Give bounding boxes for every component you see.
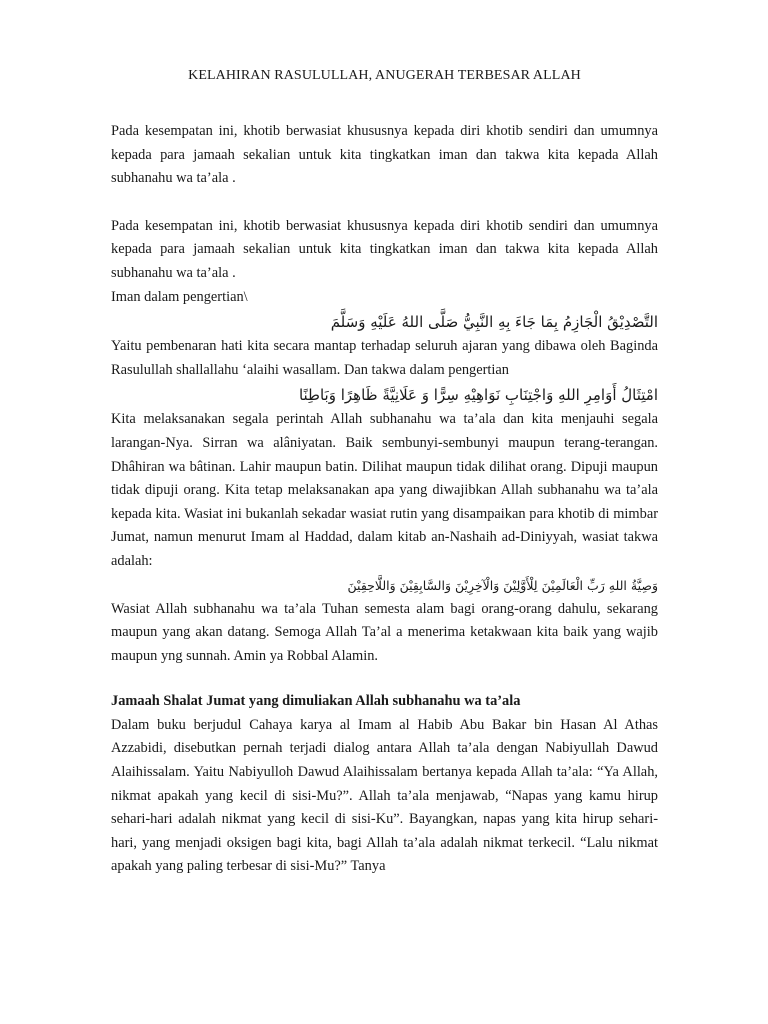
arabic-iman-definition: التَّصْدِيْقُ الْجَازِمُ بِمَا جَاءَ بِهِ النَّبِيُّ صَلَّى اللهُ عَلَيْهِ وَسَلَّمَ xyxy=(330,313,658,332)
arabic-takwa-definition: امْتِثَالُ أَوَامِرِ اللهِ وَاجْتِنَابِ نَوَاهِيْهِ سِرًّا وَ عَلَانِيَّةً ظَاهِرًا وَبَاطِنًا xyxy=(298,386,658,405)
paragraph-5: Wasiat Allah subhanahu wa ta’ala Tuhan semesta alam bagi orang-orang dahulu, sekarang maupun yang akan datang. Semoga Allah Ta’al a menerima ketakwaan kita baik yang wajib maupun yng sunnah. Amin ya Robbal Alamin. xyxy=(111,600,658,664)
document-title: KELAHIRAN RASULULLAH, ANUGERAH TERBESAR ALLAH xyxy=(188,68,581,83)
paragraph-6: Dalam buku berjudul Cahaya karya al Imam al Habib Abu Bakar bin Hasan Al Athas Azzabidi, disebutkan pernah terjadi dialog antara Allah ta’ala dengan Nabiyullah Dawud Alaihissalam. Yaitu Nabiyulloh Dawud Alaihissalam bertanya kepada Allah ta’ala: “Ya Allah, nikmat apakah yang kecil di sisi-Mu?”. Allah ta’ala menjawab, “Napas yang kamu hirup sehari-hari adalah nikmat yang kecil di sisi-Ku”. Bayangkan, napas yang kita hirup sehari-hari, yang menjadi oksigen bagi kita, bagi Allah ta’ala adalah nikmat terkecil. “Lalu nikmat apakah yang paling terbesar di sisi-Mu?” Tanya xyxy=(111,716,658,875)
section-heading: Jamaah Shalat Jumat yang dimuliakan Allah subhanahu wa ta’ala xyxy=(111,693,521,710)
paragraph-1: Pada kesempatan ini, khotib berwasiat khususnya kepada diri khotib sendiri dan umumnya kepada para jamaah sekalian untuk kita tingkatkan iman dan takwa kita kepada Allah subhanahu wa ta’ala . xyxy=(111,123,658,187)
iman-intro: Iman dalam pengertian\ xyxy=(111,288,248,305)
arabic-wasiat: وَصِيَّةُ اللهِ رَبِّ الْعَالَمِيْنَ لِلْأَوَّلِيْنَ وَالْآخِرِيْنَ وَالسَّابِقِيْنَ وَاللَّاحِقِيْنَ xyxy=(347,577,658,593)
paragraph-3: Yaitu pembenaran hati kita secara mantap terhadap seluruh ajaran yang dibawa oleh Baginda Rasulullah shallallahu ‘alaihi wasallam. Dan takwa dalam pengertian xyxy=(111,338,658,378)
paragraph-2: Pada kesempatan ini, khotib berwasiat khususnya kepada diri khotib sendiri dan umumnya kepada para jamaah sekalian untuk kita tingkatkan iman dan takwa kita kepada Allah subhanahu wa ta’ala . xyxy=(111,217,658,281)
paragraph-4: Kita melaksanakan segala perintah Allah subhanahu wa ta’ala dan kita menjauhi segala larangan-Nya. Sirran wa alâniyatan. Baik sembunyi-sembunyi maupun terang-terangan. Dhâhiran wa bâtinan. Lahir maupun batin. Dilihat maupun tidak dilihat orang. Dipuji maupun tidak dipuji orang. Kita tetap melaksanakan apa yang diwajibkan Allah subhanahu wa ta’ala kepada kita. Wasiat ini bukanlah sekadar wasiat rutin yang disampaikan para khotib di mimbar Jumat, namun menurut Imam al Haddad, dalam kitab an-Nashaih ad-Diniyyah, wasiat takwa adalah: xyxy=(111,411,658,569)
